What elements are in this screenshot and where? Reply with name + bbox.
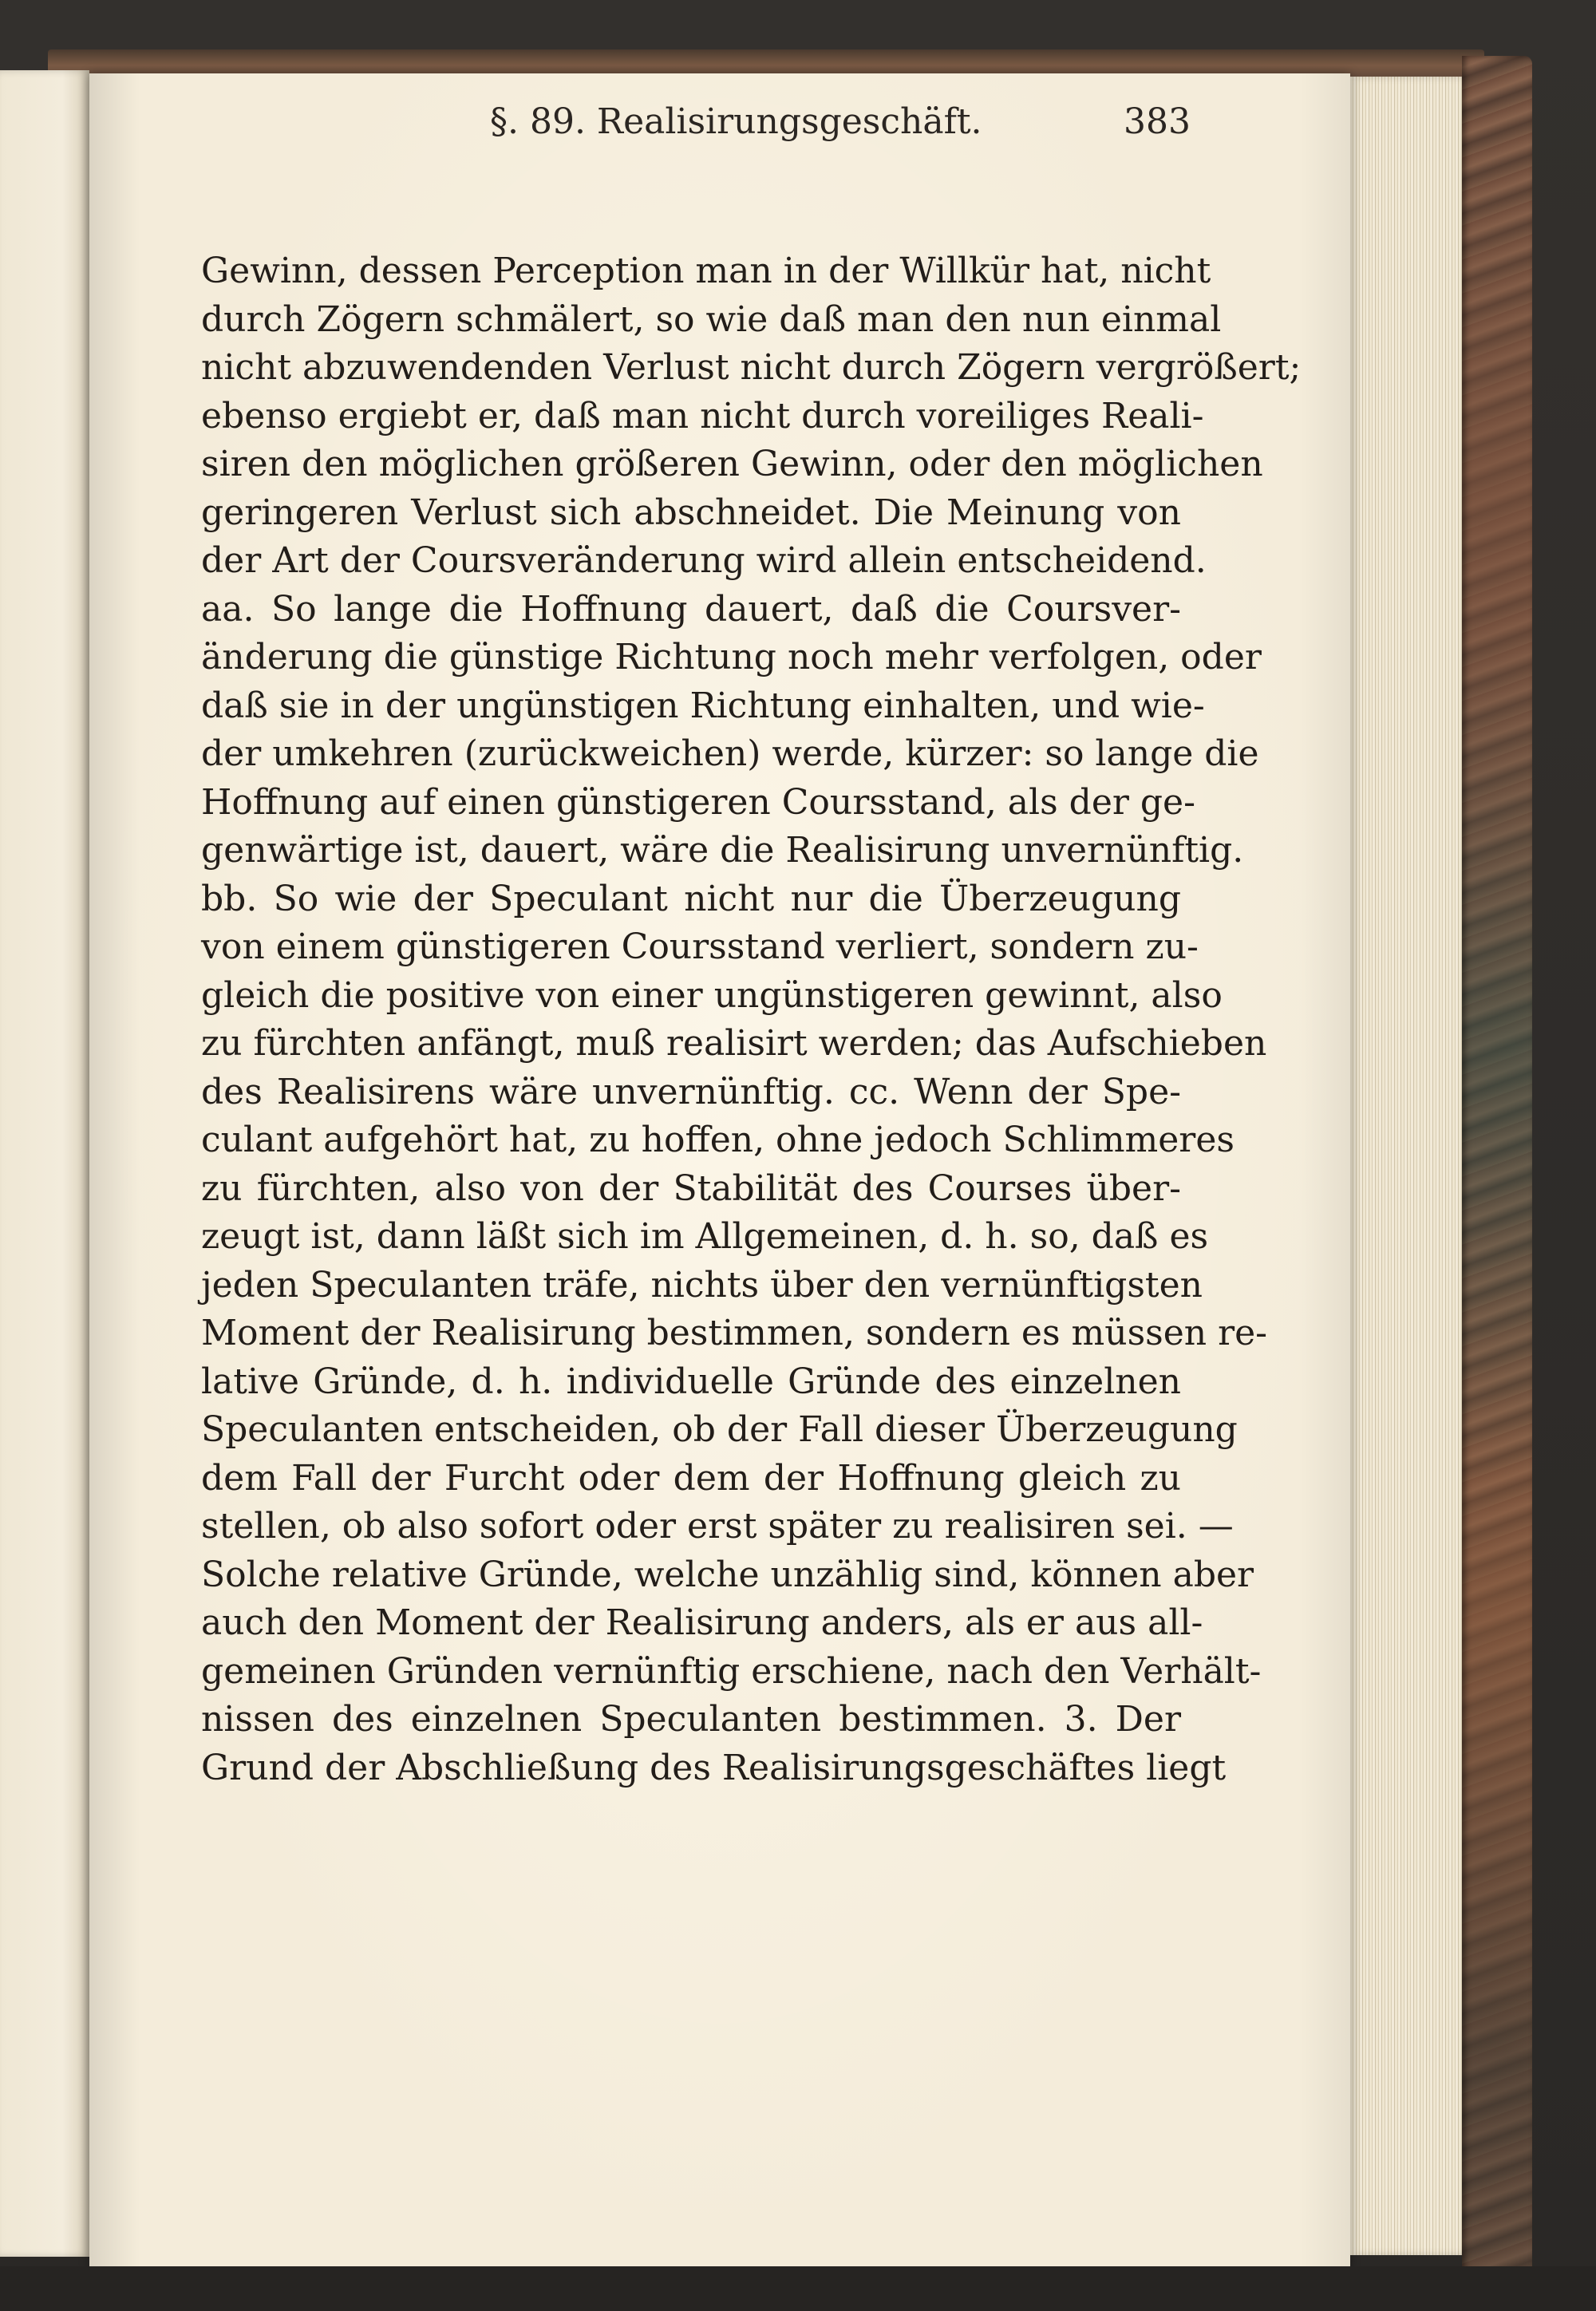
- text-line: daß sie in der ungünstigen Richtung einhalten, und wie-: [201, 685, 1205, 726]
- text-line: bb. So wie der Speculant nicht nur die Überzeugung: [201, 878, 1181, 919]
- text-line: ebenso ergiebt er, daß man nicht durch voreiliges Reali-: [201, 395, 1204, 437]
- text-line: siren den möglichen größeren Gewinn, oder den möglichen: [201, 444, 1263, 484]
- text-line: genwärtige ist, dauert, wäre die Realisirung unvernünftig.: [201, 830, 1244, 871]
- text-line: Moment der Realisirung bestimmen, sondern es müssen re-: [201, 1313, 1268, 1353]
- text-line: des Realisirens wäre unvernünftig. cc. Wenn der Spe-: [201, 1071, 1181, 1112]
- text-line: Gewinn, dessen Perception man in der Willkür hat, nicht: [201, 251, 1211, 291]
- body-text: [201, 247, 1302, 1792]
- text-line: jeden Speculanten träfe, nichts über den vernünftigsten: [201, 1264, 1203, 1306]
- text-line: gemeinen Gründen vernünftig erschiene, nach den Verhält-: [201, 1650, 1262, 1692]
- text-line: zeugt ist, dann läßt sich im Allgemeinen, d. h. so, daß es: [201, 1216, 1209, 1257]
- text-line: culant aufgehört hat, zu hoffen, ohne jedoch Schlimmeres: [201, 1120, 1235, 1160]
- text-line: zu fürchten anfängt, muß realisirt werden; das Aufschieben: [201, 1023, 1267, 1064]
- text-line: geringeren Verlust sich abschneidet. Die Meinung von: [201, 492, 1181, 533]
- text-line: stellen, ob also sofort oder erst später zu realisiren sei. —: [201, 1506, 1234, 1547]
- page-number: 383: [1124, 101, 1191, 142]
- text-line: Hoffnung auf einen günstigeren Coursstand, als der ge-: [201, 781, 1195, 823]
- section-title: §. 89. Realisirungsgeschäft.: [490, 101, 982, 142]
- text-line: gleich die positive von einer ungünstigeren gewinnt, also: [201, 974, 1223, 1016]
- text-line: Grund der Abschließung des Realisirungsgeschäftes liegt: [201, 1747, 1227, 1788]
- text-line: nissen des einzelnen Speculanten bestimmen. 3. Der: [201, 1699, 1181, 1740]
- text-line: aa. So lange die Hoffnung dauert, daß die Coursver-: [201, 588, 1181, 630]
- text-line: zu fürchten, also von der Stabilität des Courses über-: [201, 1167, 1181, 1209]
- text-line: von einem günstigeren Coursstand verliert, sondern zu-: [201, 926, 1199, 967]
- text-line: der Art der Coursveränderung wird allein entscheidend.: [201, 540, 1207, 581]
- text-line: änderung die günstige Richtung noch mehr verfolgen, oder: [201, 637, 1262, 677]
- background-shadow: [0, 2266, 1596, 2311]
- text-line: lative Gründe, d. h. individuelle Gründe des einzelnen: [201, 1361, 1181, 1402]
- text-line: Solche relative Gründe, welche unzählig sind, können aber: [201, 1554, 1254, 1595]
- text-line: Speculanten entscheiden, ob der Fall dieser Überzeugung: [201, 1409, 1238, 1450]
- text-line: auch den Moment der Realisirung anders, als er aus all-: [201, 1602, 1203, 1643]
- text-line: der umkehren (zurückweichen) werde, kürzer: so lange die: [201, 733, 1259, 774]
- page-edges: [1350, 77, 1462, 2255]
- text-line: dem Fall der Furcht oder dem der Hoffnung gleich zu: [201, 1457, 1181, 1499]
- text-line: nicht abzuwendenden Verlust nicht durch Zögern vergrößert;: [201, 347, 1302, 388]
- marbled-cover: [1462, 56, 1532, 2274]
- text-line: durch Zögern schmälert, so wie daß man den nun einmal: [201, 298, 1222, 340]
- running-head: [112, 94, 1191, 150]
- facing-page-edge: [0, 70, 89, 2257]
